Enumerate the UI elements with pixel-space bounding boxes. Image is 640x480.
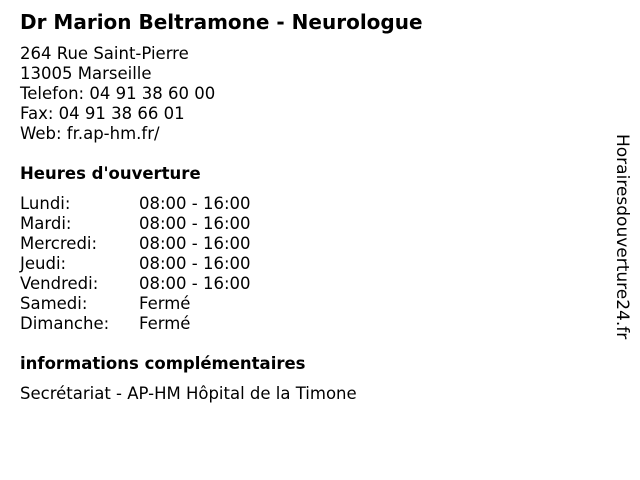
hours-value: 08:00 - 16:00 xyxy=(139,194,251,213)
day-label: Mardi: xyxy=(20,214,72,233)
info-text: Secrétariat - AP-HM Hôpital de la Timone xyxy=(20,384,357,403)
day-label: Vendredi: xyxy=(20,274,99,293)
day-label: Samedi: xyxy=(20,294,88,313)
day-label: Mercredi: xyxy=(20,234,98,253)
city-postal-code: 13005 Marseille xyxy=(20,64,152,83)
phone-number: Telefon: 04 91 38 60 00 xyxy=(20,84,216,103)
hours-heading: Heures d'ouverture xyxy=(20,164,201,183)
day-label: Jeudi: xyxy=(20,254,67,273)
hours-value: 08:00 - 16:00 xyxy=(139,234,251,253)
hours-value: Fermé xyxy=(139,314,191,333)
hours-value: 08:00 - 16:00 xyxy=(139,254,251,273)
page-title: Dr Marion Beltramone - Neurologue xyxy=(20,10,423,34)
hours-value: 08:00 - 16:00 xyxy=(139,214,251,233)
info-heading: informations complémentaires xyxy=(20,354,306,373)
street-address: 264 Rue Saint-Pierre xyxy=(20,44,189,63)
hours-value: Fermé xyxy=(139,294,191,313)
address-block xyxy=(20,44,215,144)
day-label: Dimanche: xyxy=(20,314,110,333)
fax-number: Fax: 04 91 38 66 01 xyxy=(20,104,185,123)
hours-value: 08:00 - 16:00 xyxy=(139,274,251,293)
brand-watermark: Horairesdouverture24.fr xyxy=(612,134,632,340)
day-label: Lundi: xyxy=(20,194,71,213)
website: Web: fr.ap-hm.fr/ xyxy=(20,124,160,143)
